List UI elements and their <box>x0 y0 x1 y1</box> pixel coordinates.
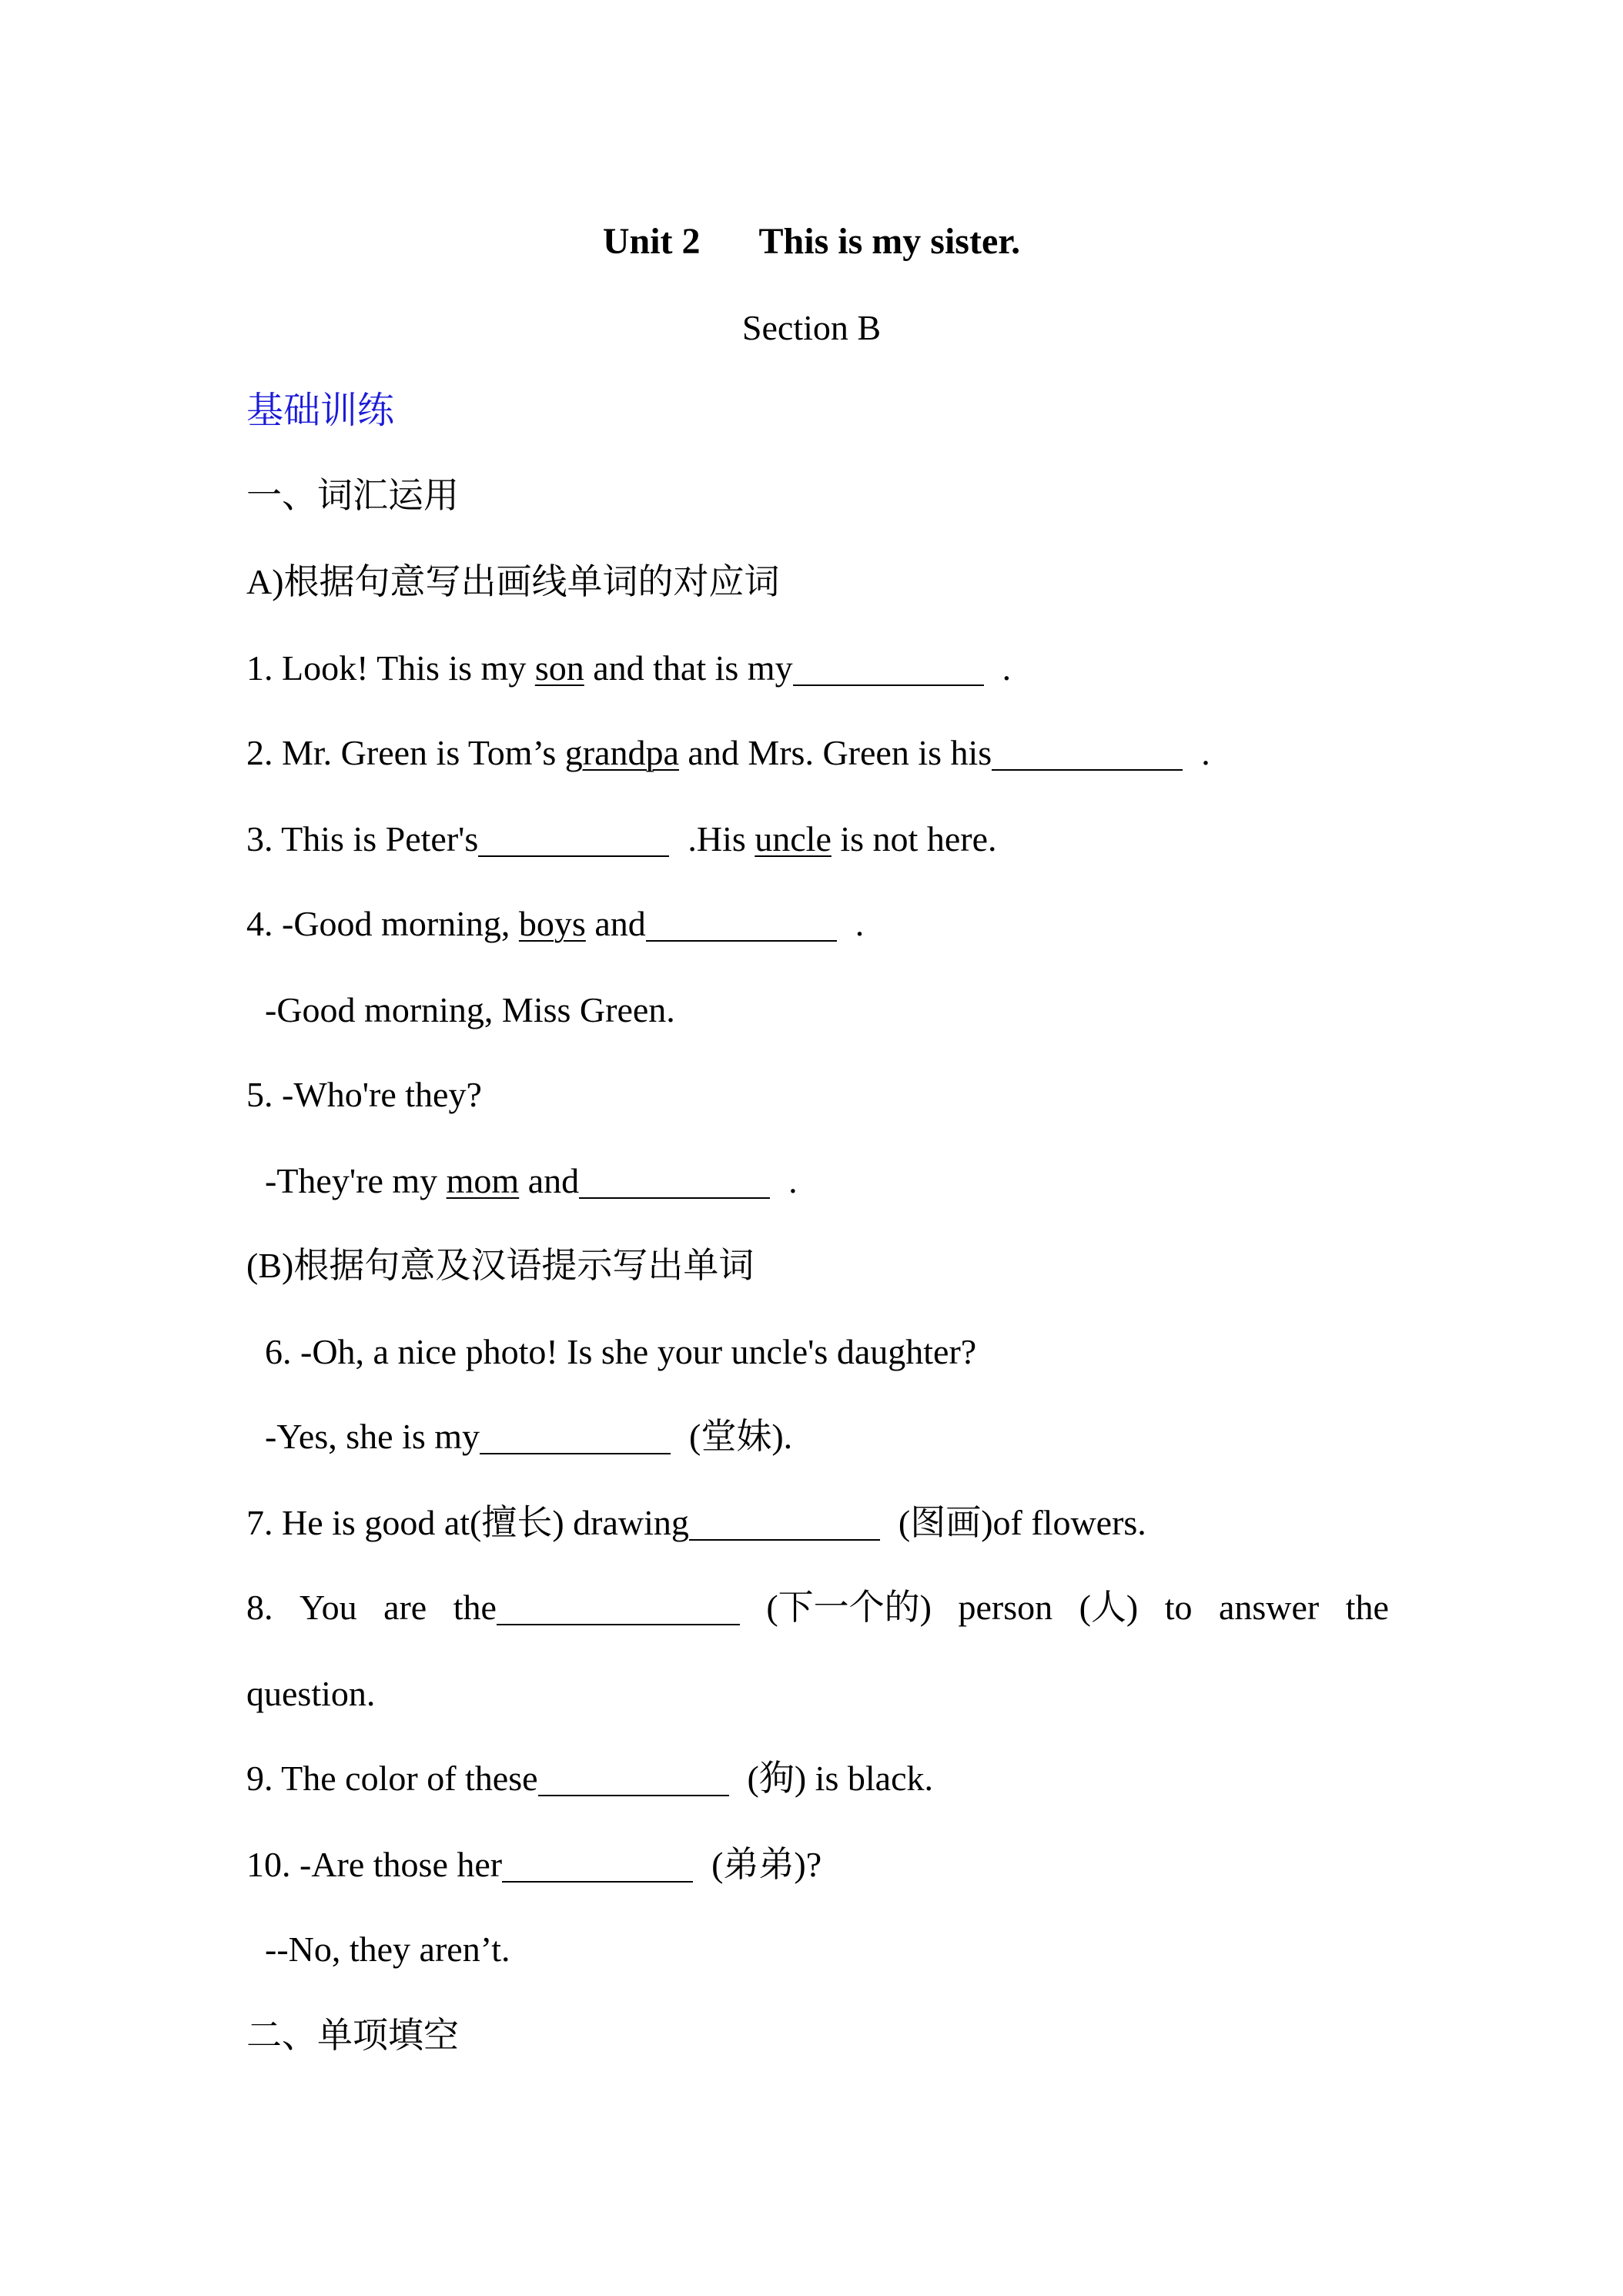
sub-b-heading: (B)根据句意及汉语提示写出单词 <box>246 1246 755 1285</box>
part-one-heading: 一、词汇运用 <box>246 476 459 515</box>
question-3 <box>246 816 997 862</box>
question-2 <box>246 730 1210 776</box>
category-heading: 基础训练 <box>246 390 395 431</box>
q6-reply <box>265 1414 792 1460</box>
q2-text-pre: 2. Mr. Green is Tom’s <box>246 733 565 772</box>
title-text: This is my sister. <box>758 221 1021 262</box>
q8-word: 8. <box>246 1588 273 1627</box>
q2-end: . <box>1201 733 1210 772</box>
q5-text-pre: -They're my <box>265 1161 447 1200</box>
q7-answer-blank[interactable] <box>689 1539 880 1541</box>
question-6: 6. -Oh, a nice photo! Is she your uncle's daughter? <box>265 1332 977 1371</box>
q1-answer-blank[interactable] <box>793 684 984 686</box>
q5-text-post: and <box>519 1161 580 1200</box>
q8-word: are <box>383 1588 427 1627</box>
part-two-heading: 二、单项填空 <box>246 2016 459 2055</box>
q8-hint: (人) <box>1079 1588 1139 1627</box>
question-8 <box>246 1585 1389 1631</box>
q4-reply: -Good morning, Miss Green. <box>265 990 675 1029</box>
q8-the-with-blank <box>453 1585 740 1631</box>
q10-reply: --No, they aren’t. <box>265 1930 510 1969</box>
q1-text-pre: 1. Look! This is my <box>246 648 535 688</box>
q8-word: answer <box>1218 1588 1320 1627</box>
q8-continuation: question. <box>246 1674 376 1713</box>
q10-answer-blank[interactable] <box>502 1881 693 1883</box>
q1-underlined-word: son <box>534 648 584 688</box>
q5-answer-blank[interactable] <box>579 1197 770 1199</box>
question-1 <box>246 645 1011 691</box>
q8-word: You <box>299 1588 357 1627</box>
q8-word: to <box>1164 1588 1193 1627</box>
q7-text-pre: 7. He is good at(擅长) drawing <box>246 1503 689 1542</box>
q4-underlined-word: boys <box>518 904 586 943</box>
q8-hint: (下一个的) <box>766 1588 932 1627</box>
q1-text-post: and that is my <box>584 648 793 688</box>
q2-underlined-word: grandpa <box>564 733 679 772</box>
q6-answer-blank[interactable] <box>480 1453 671 1454</box>
q9-text-pre: 9. The color of these <box>246 1759 538 1798</box>
q1-end: . <box>1002 648 1012 688</box>
q6-hint: (堂妹). <box>689 1417 793 1456</box>
page-title <box>0 219 1623 265</box>
q4-text-pre: 4. -Good morning, <box>246 904 519 943</box>
unit-label: Unit 2 <box>602 221 701 262</box>
q3-answer-blank[interactable] <box>478 855 669 857</box>
q10-text-pre: 10. -Are those her <box>246 1845 503 1884</box>
question-10 <box>246 1842 822 1888</box>
q5-underlined-word: mom <box>446 1161 520 1200</box>
section-label: Section B <box>741 308 882 347</box>
q8-word: the <box>453 1588 497 1627</box>
q6-text-pre: -Yes, she is my <box>265 1417 480 1456</box>
q4-answer-blank[interactable] <box>646 940 837 942</box>
q7-hint: (图画)of flowers. <box>898 1503 1146 1542</box>
q8-answer-blank[interactable] <box>497 1624 740 1625</box>
question-4 <box>246 901 864 947</box>
q5-end: . <box>788 1161 798 1200</box>
q2-answer-blank[interactable] <box>992 769 1183 771</box>
q4-text-post: and <box>585 904 646 943</box>
q5-reply <box>265 1158 798 1204</box>
question-5: 5. -Who're they? <box>246 1075 482 1114</box>
q8-word: the <box>1345 1588 1389 1627</box>
q3-underlined-word: uncle <box>755 819 832 858</box>
q3-text-post: is not here. <box>831 819 997 858</box>
q10-hint: (弟弟)? <box>711 1845 822 1884</box>
question-7 <box>246 1500 1146 1546</box>
q3-text-pre: 3. This is Peter's <box>246 819 479 858</box>
q4-end: . <box>855 904 865 943</box>
question-9 <box>246 1755 933 1802</box>
sub-a-heading: A)根据句意写出画线单词的对应词 <box>246 562 780 601</box>
q2-text-post: and Mrs. Green is his <box>678 733 992 772</box>
q9-hint: (狗) is black. <box>747 1759 933 1798</box>
q9-answer-blank[interactable] <box>538 1795 729 1796</box>
q8-word: person <box>958 1588 1053 1627</box>
q3-text-mid: .His <box>688 819 755 858</box>
